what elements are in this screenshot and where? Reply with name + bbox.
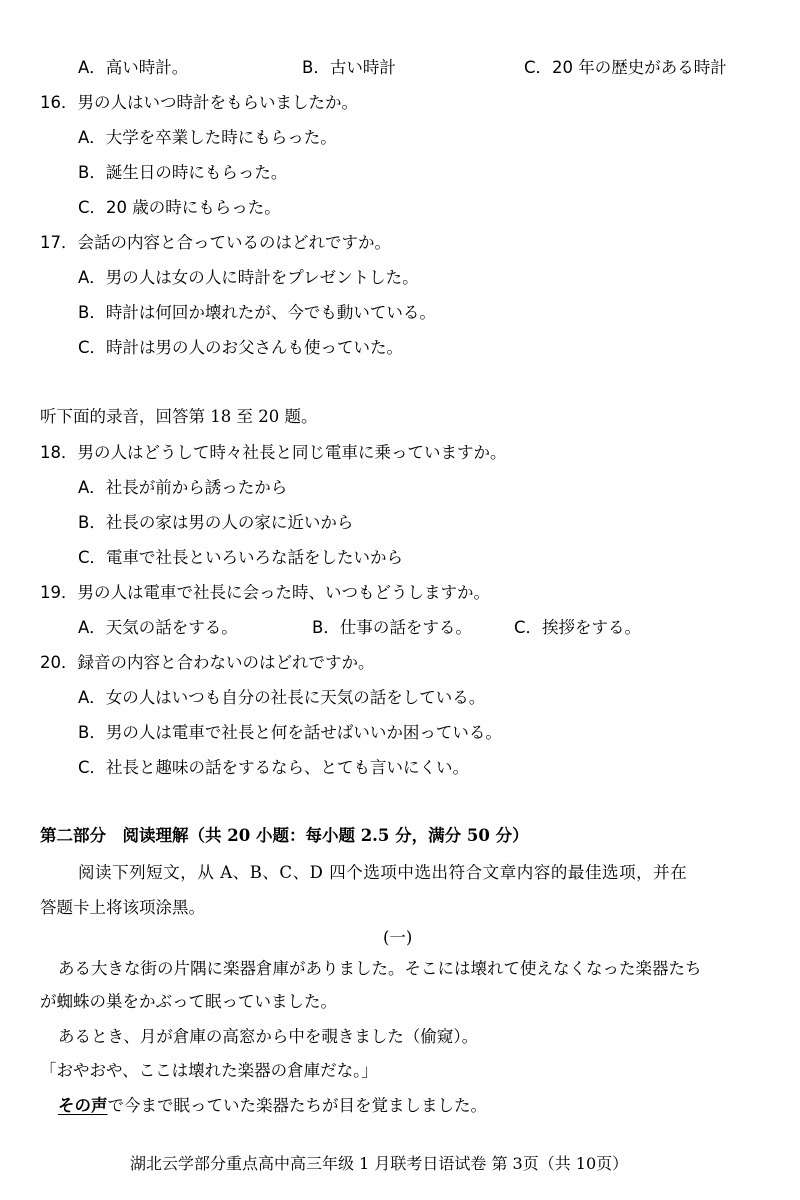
q18-option-c: C．電車で社長といろいろな話をしたいから [78,548,404,567]
q19-option-c: C．挨拶をする。 [514,618,642,637]
part2-instruction-line1: 阅读下列短文，从 A、B、C、D 四个选项中选出符合文章内容的最佳选项，并在 [78,863,688,882]
q19-stem: 19．男の人は電車で社長に会った時、いつもどうしますか。 [40,583,490,602]
q17-option-a: A．男の人は女の人に時計をプレゼントした。 [78,268,419,287]
q20-option-c: C．社長と趣味の話をするなら、とても言いにくい。 [78,758,470,777]
passage-line-1: ある大きな街の片隅に楽器倉庫がありました。そこには壊れて使えなくなった楽器たち [58,959,702,978]
q15-option-c: C．20 年の歴史がある時計 [524,58,727,77]
q20-option-a: A．女の人はいつも自分の社長に天気の話をしている。 [78,688,486,707]
q17-option-c: C．時計は男の人のお父さんも使っていた。 [78,338,404,357]
passage-number: (一) [383,928,413,947]
q16-option-b: B．誕生日の時にもらった。 [78,163,288,182]
part2-title: 第二部分 阅读理解（共 20 小题：每小题 2.5 分，满分 50 分） [40,826,529,845]
q16-stem: 16．男の人はいつ時計をもらいましたか。 [40,93,358,112]
passage-line-2: が蜘蛛の巣をかぶって眠っていました。 [40,992,337,1011]
q18-stem: 18．男の人はどうして時々社長と同じ電車に乗っていますか。 [40,443,507,462]
underlined-phrase: その声 [58,1096,108,1115]
q18-option-b: B．社長の家は男の人の家に近いから [78,513,354,532]
passage-line-5 [58,1095,487,1117]
passage-line-4: 「おやおや、ここは壊れた楽器の倉庫だな。」 [40,1061,378,1080]
q16-option-c: C．20 歳の時にもらった。 [78,198,281,217]
q17-option-b: B．時計は何回か壊れたが、今でも動いている。 [78,303,436,322]
page-footer: 湖北云学部分重点高中高三年级 1 月联考日语试卷 第 3页（共 10页） [130,1154,629,1173]
q19-option-a: A．天気の話をする。 [78,618,238,637]
part2-instruction-line2: 答题卡上将该项涂黑。 [40,898,205,917]
q16-option-a: A．大学を卒業した時にもらった。 [78,128,337,147]
q20-stem: 20．録音の内容と合わないのはどれですか。 [40,653,375,672]
section-instruction: 听下面的录音，回答第 18 至 20 题。 [40,407,318,426]
q19-option-b: B．仕事の話をする。 [312,618,472,637]
passage-line-3: あるとき、月が倉庫の高窓から中を覗きました（偷窥）。 [58,1027,479,1046]
q18-option-a: A．社長が前から誘ったから [78,478,288,497]
q17-stem: 17．会話の内容と合っているのはどれですか。 [40,233,391,252]
q15-option-a: A．高い時計。 [78,58,189,77]
q20-option-b: B．男の人は電車で社長と何を話せばいいか困っている。 [78,723,502,742]
passage-line-5-rest: で今まで眠っていた楽器たちが目を覚ましました。 [107,1096,487,1115]
q15-option-b: B．古い時計 [302,58,396,77]
